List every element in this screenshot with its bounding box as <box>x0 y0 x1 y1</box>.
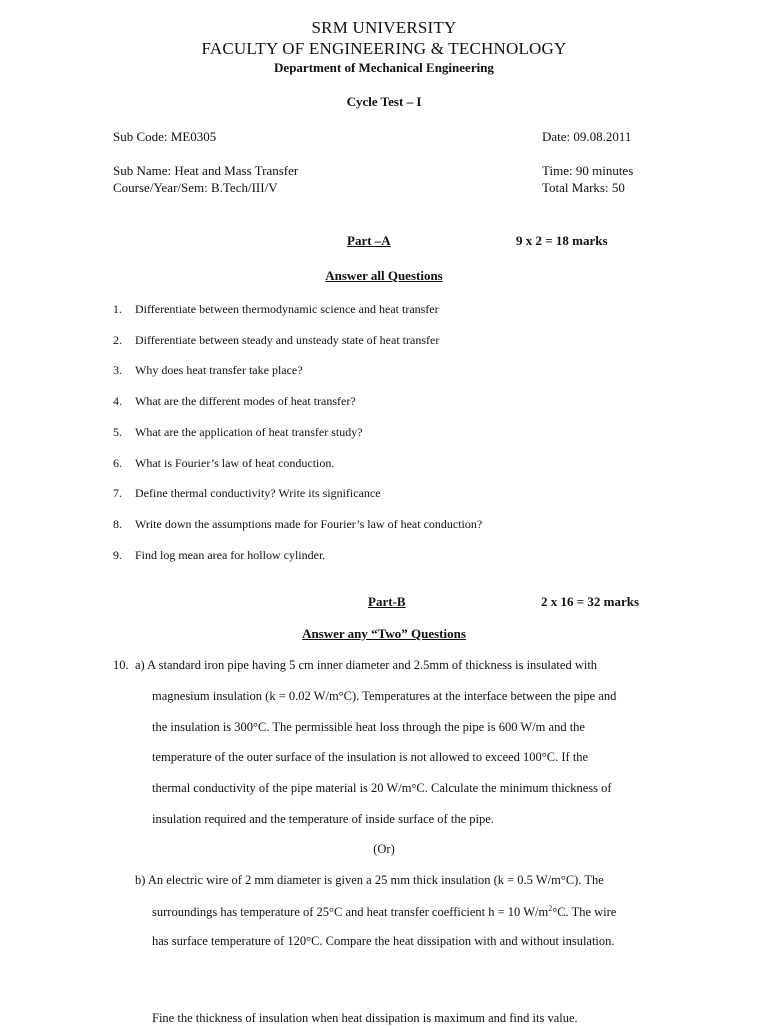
part-b-instruction: Answer any “Two” Questions <box>302 626 466 641</box>
question-number: 10. <box>113 658 129 672</box>
exam-date: Date: 09.08.2011 <box>542 129 632 144</box>
sub-name: Sub Name: Heat and Mass Transfer <box>113 163 299 178</box>
question-10b-line-1: b) An electric wire of 2 mm diameter is given a 25 mm thick insulation (k = 0.5 W/m°C). The <box>135 873 604 887</box>
question-text: What are the application of heat transfer study? <box>135 425 363 439</box>
question-number: 5. <box>113 425 122 439</box>
question-number: 7. <box>113 486 122 500</box>
question-10a-line-3: the insulation is 300°C. The permissible heat loss through the pipe is 600 W/m and the <box>152 720 585 734</box>
question-number: 2. <box>113 333 122 347</box>
sub-code: Sub Code: ME0305 <box>113 129 217 144</box>
question-text: Write down the assumptions made for Fourier’s law of heat conduction? <box>135 517 483 531</box>
question-text: Why does heat transfer take place? <box>135 363 303 377</box>
question-text: What are the different modes of heat transfer? <box>135 394 356 408</box>
part-b-title: Part-B <box>368 594 406 609</box>
or-separator: (Or) <box>373 842 395 856</box>
total-marks: Total Marks: 50 <box>542 180 625 195</box>
question-10a-line-4: temperature of the outer surface of the insulation is not allowed to exceed 100°C. If the <box>152 750 589 764</box>
question-number: 6. <box>113 456 122 470</box>
question-10a-line-1: a) A standard iron pipe having 5 cm inner diameter and 2.5mm of thickness is insulated with <box>135 658 598 672</box>
part-b-marks: 2 x 16 = 32 marks <box>541 594 640 609</box>
line-2-text: surroundings has temperature of 25°C and heat transfer coefficient h = 10 W/m <box>152 905 549 920</box>
question-number: 3. <box>113 363 122 377</box>
question-text: Find log mean area for hollow cylinder. <box>135 548 326 562</box>
question-text: Differentiate between thermodynamic science and heat transfer <box>135 302 439 316</box>
question-number: 9. <box>113 548 122 562</box>
question-10b-line-4: Fine the thickness of insulation when heat dissipation is maximum and find its value. <box>152 1011 578 1025</box>
question-text: Define thermal conductivity? Write its significance <box>135 486 381 500</box>
line-2-text-end: °C. The wire <box>552 905 617 920</box>
exam-time: Time: 90 minutes <box>542 163 634 178</box>
part-a-instruction: Answer all Questions <box>325 268 443 283</box>
question-number: 8. <box>113 517 122 531</box>
test-title: Cycle Test – I <box>346 94 422 109</box>
question-10a-line-6: insulation required and the temperature of inside surface of the pipe. <box>152 812 494 826</box>
superscript: 2 <box>548 904 553 913</box>
part-a-title: Part –A <box>347 233 391 248</box>
faculty-name: FACULTY OF ENGINEERING & TECHNOLOGY <box>201 39 567 58</box>
part-a-marks: 9 x 2 = 18 marks <box>516 233 608 248</box>
question-text: Differentiate between steady and unsteady state of heat transfer <box>135 333 440 347</box>
question-10a-line-5: thermal conductivity of the pipe material is 20 W/m°C. Calculate the minimum thickness of <box>152 781 612 795</box>
question-text: What is Fourier’s law of heat conduction. <box>135 456 335 470</box>
course-info: Course/Year/Sem: B.Tech/III/V <box>113 180 278 195</box>
department-name: Department of Mechanical Engineering <box>274 60 494 75</box>
university-name: SRM UNIVERSITY <box>311 18 457 37</box>
question-10b-line-2 <box>152 904 616 920</box>
question-number: 1. <box>113 302 122 316</box>
question-10b-line-3: has surface temperature of 120°C. Compare the heat dissipation with and without insulation. <box>152 934 615 948</box>
question-10a-line-2: magnesium insulation (k = 0.02 W/m°C). Temperatures at the interface between the pipe and <box>152 689 617 703</box>
question-number: 4. <box>113 394 122 408</box>
